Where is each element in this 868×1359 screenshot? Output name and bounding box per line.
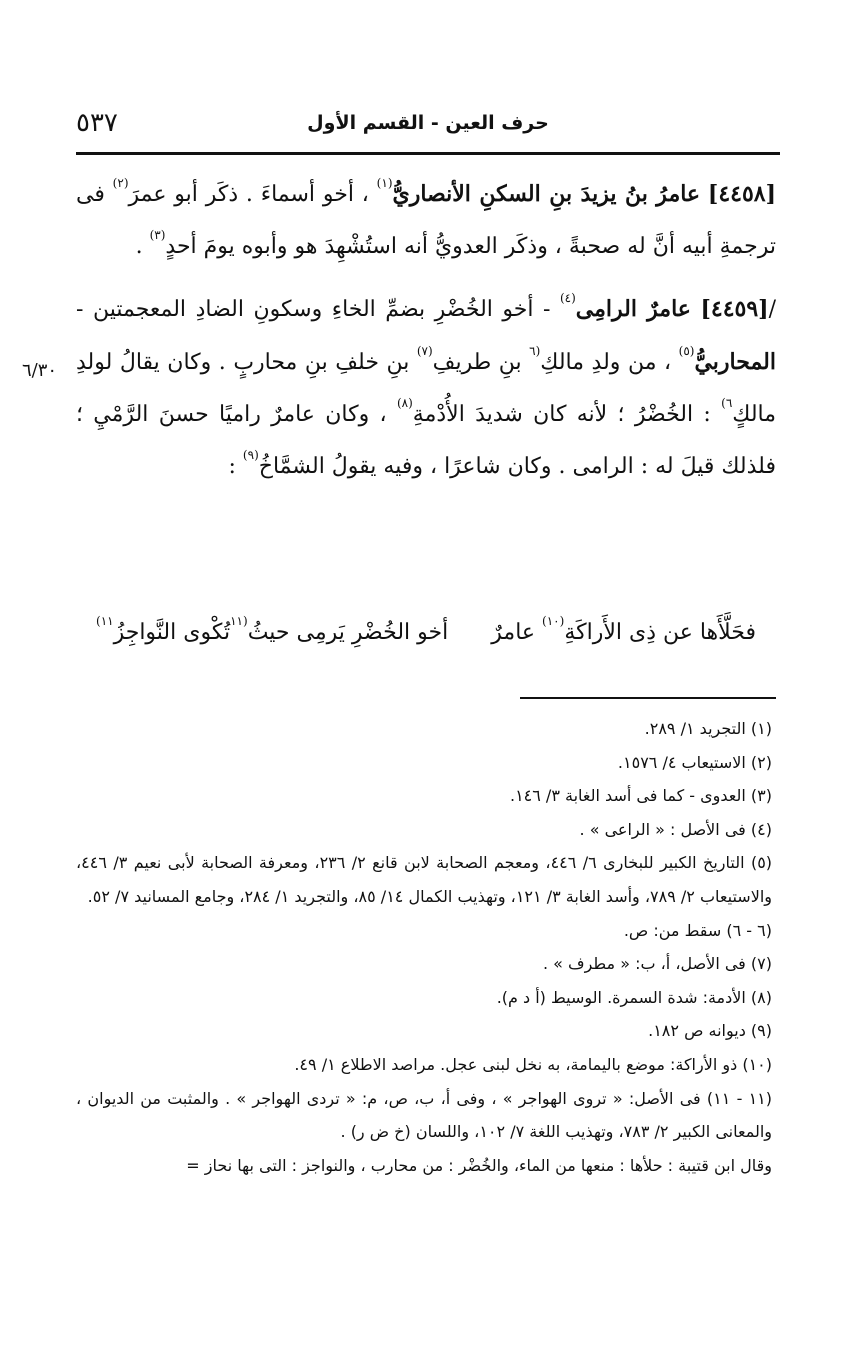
verse-hemistich-second [96,614,449,645]
entry-text: بنِ خلفِ بنِ محاربٍ . وكان يقالُ لولدِ مالكٍ [76,350,777,427]
entry-text: - أخو الخُضْرِ بضمِّ الخاءِ وسكونِ الضادِ المعجمتين - [76,297,560,322]
footnote-8: (٨) الأدمة: شدة السمرة. الوسيط (أ د م). [496,987,772,1007]
footnote-marker: (٩) [242,448,259,462]
footnote-6: (٦ - ٦) سقط من: ص. [623,920,772,940]
footnotes [76,712,772,1182]
footnote-1: (١) التجريد ١/ ٢٨٩. [644,719,772,738]
entry-text: ، أخو أسماءَ . ذكَر أبو عمرَ [128,182,377,207]
page-header [76,108,780,144]
footnote-marker: ٦) [721,396,733,410]
running-head: حرف العين - القسم الأول [307,112,549,134]
footnote-marker: (١٠) [542,614,565,628]
entry-4458 [76,168,776,273]
footnote-marker: (٦ [529,344,541,358]
footnote-marker: (٢) [112,176,129,190]
entry-number: [٤٤٥٨] [707,181,776,207]
entry-nisba: المحاربيُّ [694,349,776,375]
footnote-marker: (١١ [230,614,248,628]
footnote-marker: (٤) [559,291,576,305]
entry-number: [٤٤٥٩] [700,296,769,322]
verse-text: أخو الخُضْرِ يَرمِى حيثُ [247,620,449,645]
footnote-10: (١٠) ذو الأراكة: موضع باليمامة، به نخل لبنى عجل. مراصد الاطلاع ١/ ٤٩. [294,1054,772,1074]
page-break-mark: / [768,297,776,322]
entry-text: بنِ طريفِ [432,350,530,375]
footnote-marker: (٥) [678,344,695,358]
footnote-3: (٣) العدوى - كما فى أسد الغابة ٣/ ١٤٦. [509,786,772,806]
verse-text: تُكْوى النَّواجِزُ [113,620,231,645]
page-number: ٥٣٧ [76,108,118,138]
entry-text: : [228,454,243,479]
footnote-5: (٥) التاريخ الكبير للبخارى ٦/ ٤٤٦، ومعجم الصحابة لابن قانع ٢/ ٢٣٦، ومعرفة الصحابة لأبى نعيم ٣/ ٤٤٦، والاستيعاب ٢/ ٧٨٩، وأسد الغابة ٣/ ١٢١، وتهذيب الكمال ١٤/ ٨٥، والتجريد ١/ ٢٨٤، وجامع المسانيد ٧/ ٥٢. [76,853,773,906]
verse-hemistich-first [491,614,756,645]
footnote-marker: (٨) [396,396,413,410]
footnote-marker: (٧) [416,344,433,358]
margin-reference: ٦/٣٠ [22,360,58,381]
footnote-2: (٢) الاستيعاب ٤/ ١٥٧٦. [617,752,772,772]
verse-text: عامرٌ [491,620,543,645]
verse-text: فحَلَّأَها عن ذِى الأَراكَةِ [564,620,756,645]
entry-text: . [135,234,150,259]
footnote-marker: ١١) [96,614,114,628]
entry-name: عامرُ بنُ يزيدَ بنِ السكنِ الأنصاريُّ [392,181,701,207]
footnote-4: (٤) فى الأصل : « الراعى » . [579,819,772,839]
entry-4459 [76,283,776,493]
entry-text: ، وكان عامرٌ راميًا حسنَ الرَّمْيِ ؛ فلذلك قيلَ له : الرامى . وكان شاعرًا ، وفيه يقولُ الشمَّاخُ [76,402,776,479]
main-text [76,168,776,503]
poem-verse [76,614,776,664]
entry-name: عامرٌ الرامِى [575,296,691,322]
entry-text: فى ترجمةِ أبيه أنَّ له صحبةً ، وذكَر العدويُّ أنه استُشْهِدَ هو وأبوه يومَ أحدٍ [76,182,776,259]
header-rule [76,152,780,155]
footnote-11: (١١ - ١١) فى الأصل: « تروى الهواجر » ، وفى أ، ب، ص، م: « تردى الهواجر » . والمثبت من الديوان ، والمعانى الكبير ٢/ ٧٨٣، وتهذيب اللغة ٧/ ١٠٢، واللسان (خ ض ر) . [76,1088,773,1142]
footnote-separator [520,697,776,699]
entry-text: ، من ولدِ مالكِ [540,350,679,375]
footnote-9: (٩) ديوانه ص ١٨٢. [648,1021,772,1041]
footnote-marker: (٣) [149,228,166,242]
footnote-continuation: وقال ابن قتيبة : حلأها : منعها من الماء، والخُضْر : من محارب ، والنواجز : التى بها نحاز = [186,1155,772,1175]
entry-text: : الخُضْرُ ؛ لأنه كان شديدَ الأُدْمةِ [412,402,722,427]
footnote-marker: (١) [376,176,393,190]
footnote-7: (٧) فى الأصل، أ، ب: « مطرف » . [542,954,772,974]
